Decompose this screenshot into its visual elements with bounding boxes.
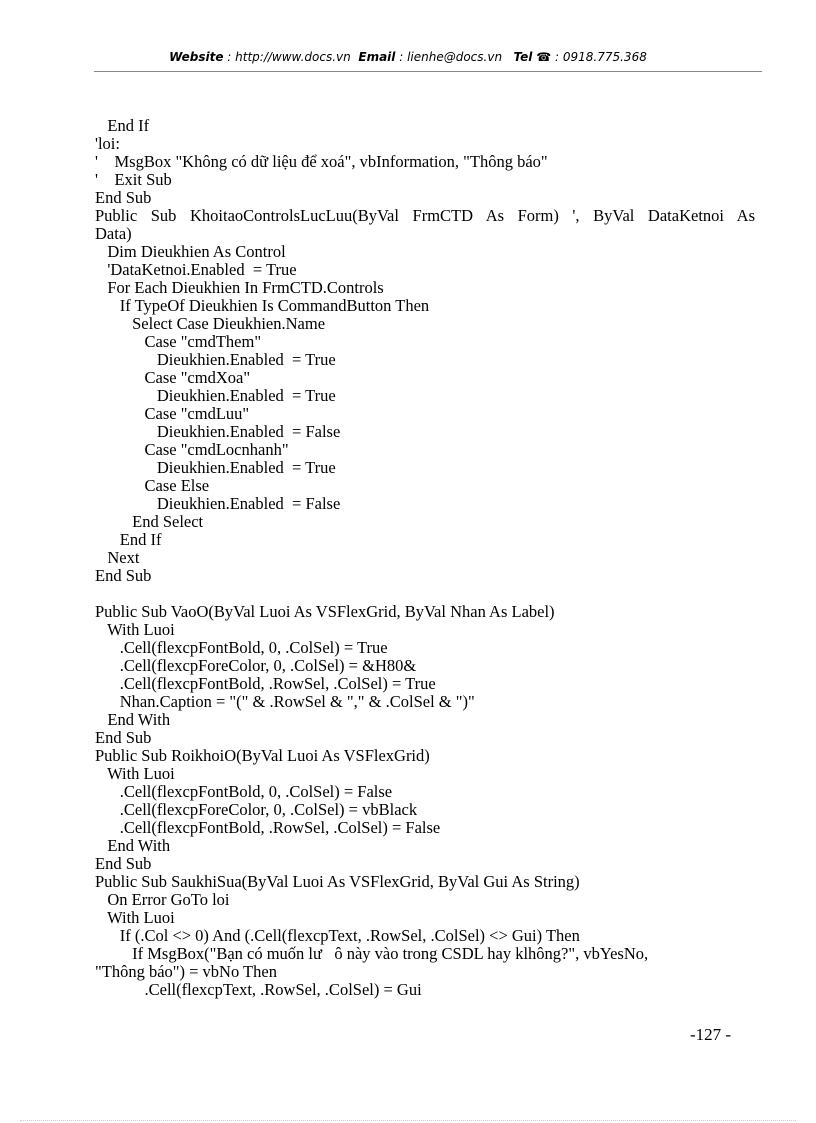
code-line: .Cell(flexcpText, .RowSel, .ColSel) = Gui — [95, 980, 422, 999]
code-line: For Each Dieukhien In FrmCTD.Controls — [95, 278, 384, 297]
code-line: End Sub — [95, 188, 152, 207]
code-line: On Error GoTo loi — [95, 890, 230, 909]
code-line: Public Sub KhoitaoControlsLucLuu(ByVal FrmCTD As Form) ', ByVal DataKetnoi As — [95, 206, 755, 225]
code-line: Select Case Dieukhien.Name — [95, 314, 326, 333]
code-line: If (.Col <> 0) And (.Cell(flexcpText, .RowSel, .ColSel) <> Gui) Then — [95, 926, 580, 945]
code-line: Dim Dieukhien As Control — [95, 242, 286, 261]
code-line: Case "cmdLuu" — [95, 404, 250, 423]
email-label: Email — [358, 50, 396, 64]
code-line: Dieukhien.Enabled = True — [95, 386, 336, 405]
code-line: Case "cmdLocnhanh" — [95, 440, 289, 459]
code-line: .Cell(flexcpFontBold, .RowSel, .ColSel) = True — [95, 674, 436, 693]
code-line: Public Sub RoikhoiO(ByVal Luoi As VSFlexGrid) — [95, 746, 430, 765]
footer-divider — [20, 1120, 796, 1121]
code-line: End Select — [95, 512, 204, 531]
code-line: End Sub — [95, 566, 152, 585]
code-line: .Cell(flexcpForeColor, 0, .ColSel) = &H80& — [95, 656, 417, 675]
code-line: With Luoi — [95, 764, 175, 783]
code-line: With Luoi — [95, 620, 175, 639]
page-number: -127 - — [690, 1025, 732, 1044]
code-line: Case "cmdThem" — [95, 332, 262, 351]
code-line: Dieukhien.Enabled = True — [95, 458, 336, 477]
code-line: Dieukhien.Enabled = True — [95, 350, 336, 369]
code-line: End Sub — [95, 854, 152, 873]
header-divider — [94, 71, 762, 72]
code-line — [95, 585, 755, 603]
code-listing — [95, 117, 755, 999]
code-line: "Thông báo") = vbNo Then — [95, 962, 277, 981]
code-line: Dieukhien.Enabled = False — [95, 422, 341, 441]
code-line: End If — [95, 530, 162, 549]
page-header — [0, 50, 816, 64]
code-line: .Cell(flexcpFontBold, 0, .ColSel) = False — [95, 782, 393, 801]
tel-label: Tel — [513, 50, 533, 64]
code-line: End Sub — [95, 728, 152, 747]
code-line: .Cell(flexcpForeColor, 0, .ColSel) = vbBlack — [95, 800, 418, 819]
code-line: ' Exit Sub — [95, 170, 172, 189]
email-address: : lienhe@docs.vn — [395, 50, 503, 64]
website-url: : http://www.docs.vn — [223, 50, 351, 64]
code-line: If MsgBox("Bạn có muốn lư ô này vào trong CSDL hay klhông?", vbYesNo, — [95, 944, 649, 963]
tel-number: : 0918.775.368 — [551, 50, 647, 64]
code-line: End If — [95, 116, 150, 135]
code-line: End With — [95, 836, 171, 855]
code-line: ' MsgBox "Không có dữ liệu để xoá", vbInformation, "Thông báo" — [95, 152, 548, 171]
code-line: 'loi: — [95, 134, 120, 153]
code-line: Data) — [95, 224, 132, 243]
code-line: If TypeOf Dieukhien Is CommandButton Then — [95, 296, 430, 315]
phone-icon: ☎ — [536, 50, 552, 64]
code-line: Public Sub SaukhiSua(ByVal Luoi As VSFlexGrid, ByVal Gui As String) — [95, 872, 580, 891]
code-line: 'DataKetnoi.Enabled = True — [95, 260, 297, 279]
code-line: Nhan.Caption = "(" & .RowSel & "," & .ColSel & ")" — [95, 692, 475, 711]
code-line: Public Sub VaoO(ByVal Luoi As VSFlexGrid, ByVal Nhan As Label) — [95, 602, 555, 621]
code-line: Next — [95, 548, 140, 567]
code-line: Case "cmdXoa" — [95, 368, 251, 387]
code-line: Case Else — [95, 476, 210, 495]
code-line: .Cell(flexcpFontBold, 0, .ColSel) = True — [95, 638, 388, 657]
code-line: End With — [95, 710, 171, 729]
code-line: Dieukhien.Enabled = False — [95, 494, 341, 513]
code-line: With Luoi — [95, 908, 175, 927]
code-line: .Cell(flexcpFontBold, .RowSel, .ColSel) = False — [95, 818, 441, 837]
website-label: Website — [169, 50, 224, 64]
